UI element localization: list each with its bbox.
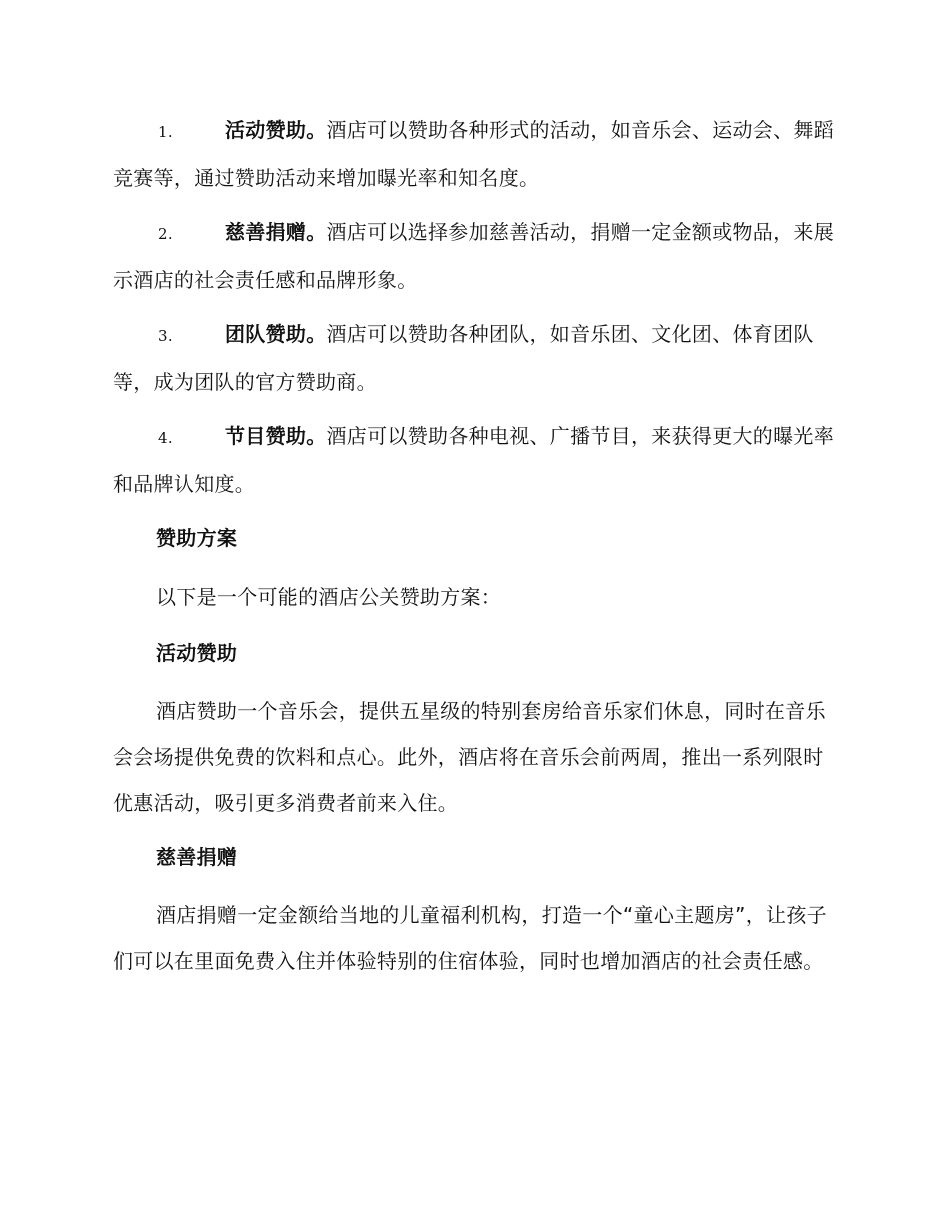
- list-number: 2.: [158, 225, 173, 243]
- list-term: 团队赞助。: [225, 322, 327, 346]
- list-body: 酒店可以选择参加慈善活动，捐赠一定金额或物品，来展示酒店的社会责任感和品牌形象。: [113, 220, 834, 292]
- event-paragraph: 酒店赞助一个音乐会，提供五星级的特别套房给音乐家们休息，同时在音乐会会场提供免费的饮料和点心。此外，酒店将在音乐会前两周，推出一系列限时优惠活动，吸引更多消费者前来入住。: [113, 699, 826, 815]
- list-body: 酒店可以赞助各种电视、广播节目，来获得更大的曝光率和品牌认知度。: [113, 424, 834, 496]
- list-body: 酒店可以赞助各种形式的活动，如音乐会、运动会、舞蹈竞赛等，通过赞助活动来增加曝光率和知名度。: [113, 118, 834, 190]
- event-heading: 活动赞助: [156, 641, 238, 665]
- list-term: 慈善捐赠。: [225, 220, 327, 244]
- list-body: 酒店可以赞助各种团队，如音乐团、文化团、体育团队等，成为团队的官方赞助商。: [113, 322, 814, 394]
- list-item-1: [113, 107, 835, 201]
- intro-paragraph: 以下是一个可能的酒店公关赞助方案：: [156, 585, 502, 609]
- list-number: 4.: [158, 429, 173, 447]
- list-number: 3.: [158, 327, 173, 345]
- list-term: 节目赞助。: [225, 424, 327, 448]
- list-item-4: [113, 413, 835, 507]
- list-item-2: [113, 209, 835, 303]
- list-term: 活动赞助。: [225, 118, 327, 142]
- charity-paragraph: 酒店捐赠一定金额给当地的儿童福利机构，打造一个“童心主题房”，让孩子们可以在里面免费入住并体验特别的住宿体验，同时也增加酒店的社会责任感。: [113, 903, 827, 973]
- list-number: 1.: [158, 123, 173, 141]
- charity-heading: 慈善捐赠: [156, 845, 238, 869]
- list-item-3: [113, 311, 835, 405]
- section-heading: 赞助方案: [156, 526, 238, 550]
